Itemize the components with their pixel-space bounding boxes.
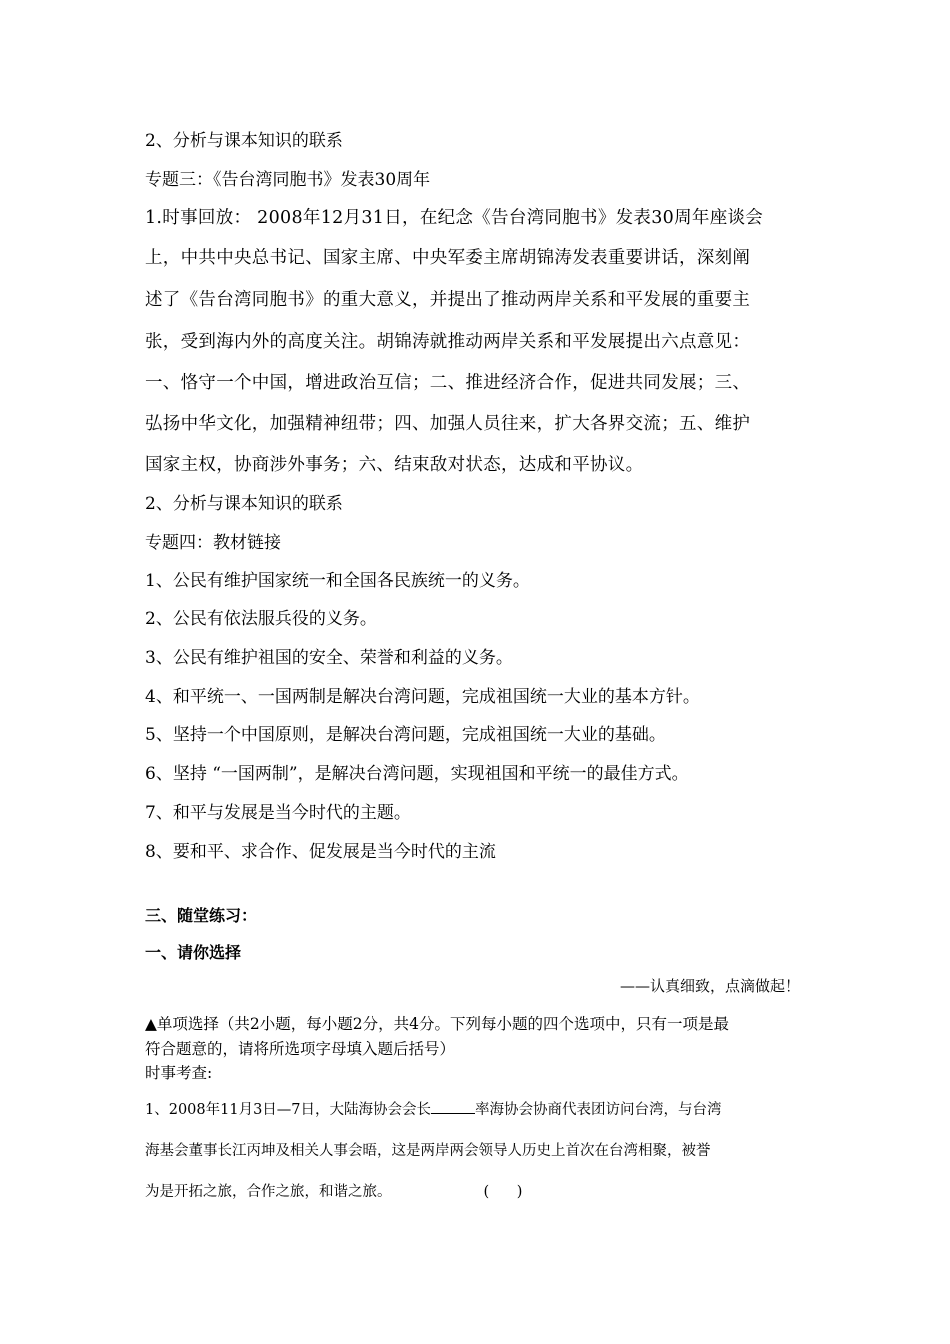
question-line: 海基会董事长江丙坤及相关人事会晤，这是两岸两会领导人历史上首次在台湾相聚，被誉 bbox=[145, 1143, 711, 1159]
list-item: 5、坚持一个中国原则，是解决台湾问题，完成祖国统一大业的基础。 bbox=[145, 725, 666, 745]
question-text: 1、2008年11月3日—7日，大陆海协会会长 bbox=[145, 1102, 432, 1118]
answer-blank[interactable] bbox=[431, 1099, 475, 1114]
answer-parentheses[interactable]: ( ) bbox=[483, 1184, 523, 1200]
text-line: 述了《告台湾同胞书》的重大意义，并提出了推动两岸关系和平发展的重要主 bbox=[145, 290, 751, 310]
question-text: 为是开拓之旅，合作之旅，和谐之旅。 bbox=[145, 1184, 392, 1200]
question-line bbox=[145, 1180, 522, 1201]
list-item: 3、公民有维护祖国的安全、荣誉和利益的义务。 bbox=[145, 648, 513, 668]
sub-heading: 一、请你选择 bbox=[145, 943, 242, 962]
text-line: 上，中共中央总书记、国家主席、中央军委主席胡锦涛发表重要讲话，深刻阐 bbox=[145, 248, 751, 268]
category-label: 时事考查: bbox=[145, 1064, 213, 1082]
question-text: 率海协会协商代表团访问台湾，与台湾 bbox=[475, 1102, 722, 1118]
text-line: 弘扬中华文化，加强精神纽带；四、加强人员往来，扩大各界交流；五、维护 bbox=[145, 414, 751, 434]
topic-heading: 专题四：教材链接 bbox=[145, 533, 281, 553]
list-item: 4、和平统一、一国两制是解决台湾问题，完成祖国统一大业的基本方针。 bbox=[145, 687, 700, 707]
list-item: 2、公民有依法服兵役的义务。 bbox=[145, 609, 377, 629]
motto: ——认真细致，点滴做起！ bbox=[619, 977, 800, 995]
instructions: 符合题意的，请将所选项字母填入题后括号） bbox=[145, 1040, 456, 1058]
topic-heading: 专题三：《告台湾同胞书》发表30周年 bbox=[145, 170, 431, 190]
instructions: ▲单项选择（共2小题，每小题2分，共4分。下列每小题的四个选项中，只有一项是最 bbox=[145, 1015, 730, 1033]
list-item: 8、要和平、求合作、促发展是当今时代的主流 bbox=[145, 842, 496, 862]
text-line: 2、分析与课本知识的联系 bbox=[145, 131, 343, 151]
text-line: 国家主权，协商涉外事务；六、结束敌对状态，达成和平协议。 bbox=[145, 455, 644, 475]
text-line: 1.时事回放： 2008年12月31日，在纪念《告台湾同胞书》发表30周年座谈会 bbox=[145, 208, 764, 228]
section-heading: 三、随堂练习： bbox=[145, 906, 258, 925]
text-line: 张，受到海内外的高度关注。胡锦涛就推动两岸关系和平发展提出六点意见： bbox=[145, 332, 751, 352]
list-item: 6、坚持 “一国两制”，是解决台湾问题，实现祖国和平统一的最佳方式。 bbox=[145, 764, 689, 784]
text-line: 一、恪守一个中国，增进政治互信；二、推进经济合作，促进共同发展；三、 bbox=[145, 373, 751, 393]
question-1 bbox=[145, 1098, 722, 1119]
list-item: 1、公民有维护国家统一和全国各民族统一的义务。 bbox=[145, 571, 530, 591]
list-item: 7、和平与发展是当今时代的主题。 bbox=[145, 803, 411, 823]
text-line: 2、分析与课本知识的联系 bbox=[145, 494, 343, 514]
